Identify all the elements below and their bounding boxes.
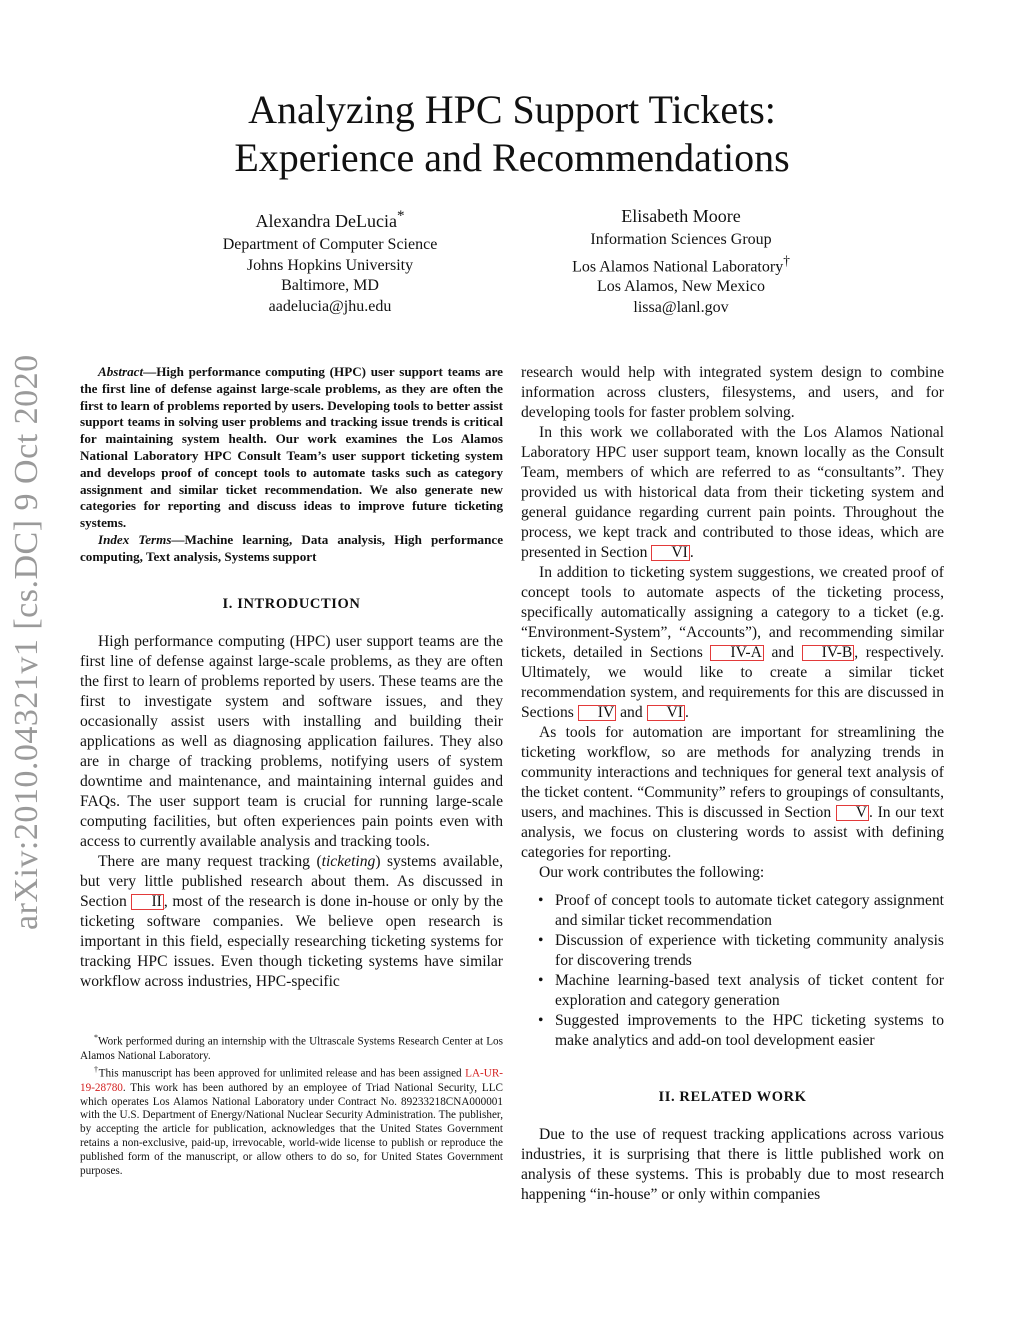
contributions-list	[521, 891, 944, 1051]
author-department: Information Sciences Group	[590, 231, 772, 248]
title-line-1: Analyzing HPC Support Tickets:	[248, 87, 776, 132]
intro-paragraph-1: High performance computing (HPC) user support teams are the first line of defense against large-scale problems, as they are often the first to learn of problems reported by users. These teams are the first to investigate system and software issues, and they occasionally assist users with installing and building their applications as well as diagnosing application failures. They also are in charge of tracking problems, notifying users of system downtime and maintenance, and maintaining internal guides and FAQs. The user support team is crucial for running large-scale computing facilities, but often experiences pain points even with access to currently available analysis and tracking tools.	[80, 632, 503, 850]
right-column	[521, 363, 944, 1205]
footnote-2: †This manuscript has been approved for unlimited release and has been assigned LA-UR-19-28780. This work has been authored by an employee of Triad National Security, LLC which operates Los Alamos National Laboratory under Contract No. 89233218CNA000001 with the U.S. Department of Energy/National Nuclear Security Administration. The publisher, by accepting the article for publication, acknowledges that the United States Government retains a non-exclusive, paid-up, irrevocable, world-wide license to publish or reproduce the published form of the manuscript, or allow others to do so, for United States Government purposes.	[80, 1065, 504, 1177]
author-department: Department of Computer Science	[222, 236, 438, 253]
section-heading-related-work: II. RELATED WORK	[658, 1089, 807, 1105]
author-location: Los Alamos, New Mexico	[597, 278, 765, 296]
index-terms-label: Index Terms	[98, 531, 172, 547]
arxiv-identifier-stamp: arXiv:2010.04321v1 [cs.DC] 9 Oct 2020	[8, 354, 45, 930]
list-item: • Proof of concept tools to automate ticket category assignment and similar ticket recommendation	[555, 891, 944, 931]
author-footnote-mark: †	[783, 252, 790, 268]
related-work-paragraph-1: Due to the use of request tracking applications across various industries, it is surprising that there is little published work on analysis of these systems. This is probably due to most research happening “in-house” or only within companies	[521, 1126, 944, 1203]
intro-paragraph-2: There are many request tracking (ticketing) systems available, but very little published research about them. As discussed in Section II , most of the research is done in-house or only by the ticketing software companies. We believe open research is important in this field, especially researching ticketing systems for tracking HPC issues. Even though ticketing systems have similar workflow across industries, HPC-specific	[80, 852, 503, 990]
section-heading-introduction: I. INTRODUCTION	[222, 595, 361, 612]
author-name: Alexandra DeLucia	[255, 211, 397, 231]
abstract-label: Abstract	[98, 364, 144, 379]
section-link-ii[interactable]: II	[131, 894, 163, 910]
author-organization: Johns Hopkins University	[246, 256, 414, 274]
author-email: aadelucia@jhu.edu	[268, 297, 392, 315]
author-location: Baltimore, MD	[281, 277, 379, 294]
paper-title	[150, 86, 874, 182]
section-link-v[interactable]: V	[836, 805, 869, 821]
intro-paragraph-3: research would help with integrated system design to combine information across clusters, filesystems, and users, and for developing tools for faster problem solving.	[521, 364, 944, 421]
intro-paragraph-5: In addition to ticketing system suggestions, we created proof of concept tools to automate aspects of the ticketing process, specifically automatically assigning a category to a ticket (e.g. “Environment-System”, “Accounts”), and recommending similar tickets, detailed in Sections IV-A and IV-B , respectively. Ultimately, we would like to create a similar ticket recommendation system, and requirements for this are discussed in Sections IV and VI .	[521, 564, 944, 721]
left-column	[80, 364, 503, 992]
footnotes	[80, 1031, 503, 1178]
list-item: • Suggested improvements to the HPC ticketing systems to make analytics and add-on tool development easier	[555, 1011, 944, 1051]
author-block-2	[521, 204, 841, 318]
author-name: Elisabeth Moore	[621, 206, 741, 226]
title-line-2: Experience and Recommendations	[234, 135, 790, 180]
list-item: • Discussion of experience with ticketing community analysis for discovering trends	[555, 931, 944, 971]
intro-paragraph-6: As tools for automation are important for streamlining the ticketing workflow, so are methods for analyzing trends in community interactions and techniques for general text analysis of the ticket content. “Community” refers to groupings of consultants, users, and machines. This is discussed in Section V . In our text analysis, we focus on clustering words to assist with defining categories for reporting.	[521, 724, 944, 861]
list-item: • Machine learning-based text analysis of ticket content for exploration and category generation	[555, 971, 944, 1011]
report-number-link[interactable]: LA-UR-19-28780	[80, 1068, 504, 1094]
section-link-iv[interactable]: IV	[578, 705, 616, 721]
section-link-iv-a[interactable]: IV-A	[710, 645, 763, 661]
index-terms	[80, 532, 503, 566]
intro-paragraph-4: In this work we collaborated with the Los Alamos National Laboratory HPC user support team, known locally as the Consult Team, members of which are referred to as “consultants”. They provided us with historical data from their ticketing system and general guidance regarding current pain points. Throughout the process, we kept track and contributed to those ideas, which are presented in Section VI .	[521, 424, 944, 561]
author-block-1	[170, 204, 490, 317]
author-organization: Los Alamos National Laboratory	[572, 257, 784, 275]
abstract	[80, 364, 503, 532]
abstract-text: —High performance computing (HPC) user support teams are the first line of defense against large-scale problems, as they are often the first to learn of problems reported by users. Developing tools to better assist support teams in solving user problems and tracking issue trends is critical for maintaining system health. Our work examines the Los Alamos National Laboratory HPC Consult Team’s user support ticketing system and develops proof of concept tools to automate tasks such as category assignment and similar ticket recommendation. We also generate new categories for reporting and discuss ideas to improve future ticketing systems.	[80, 364, 503, 531]
index-terms-text: —Machine learning, Data analysis, High performance computing, Text analysis, Systems support	[80, 531, 504, 564]
author-email: lissa@lanl.gov	[633, 298, 729, 316]
footnote-1: *Work performed during an internship with the Ultrascale Systems Research Center at Los Alamos National Laboratory.	[80, 1033, 503, 1062]
author-footnote-mark: *	[396, 208, 405, 224]
contributions-intro: Our work contributes the following:	[539, 864, 765, 881]
section-link-vi[interactable]: VI	[647, 705, 685, 721]
section-link-vi[interactable]: VI	[651, 545, 689, 561]
section-link-iv-b[interactable]: IV-B	[802, 645, 855, 661]
